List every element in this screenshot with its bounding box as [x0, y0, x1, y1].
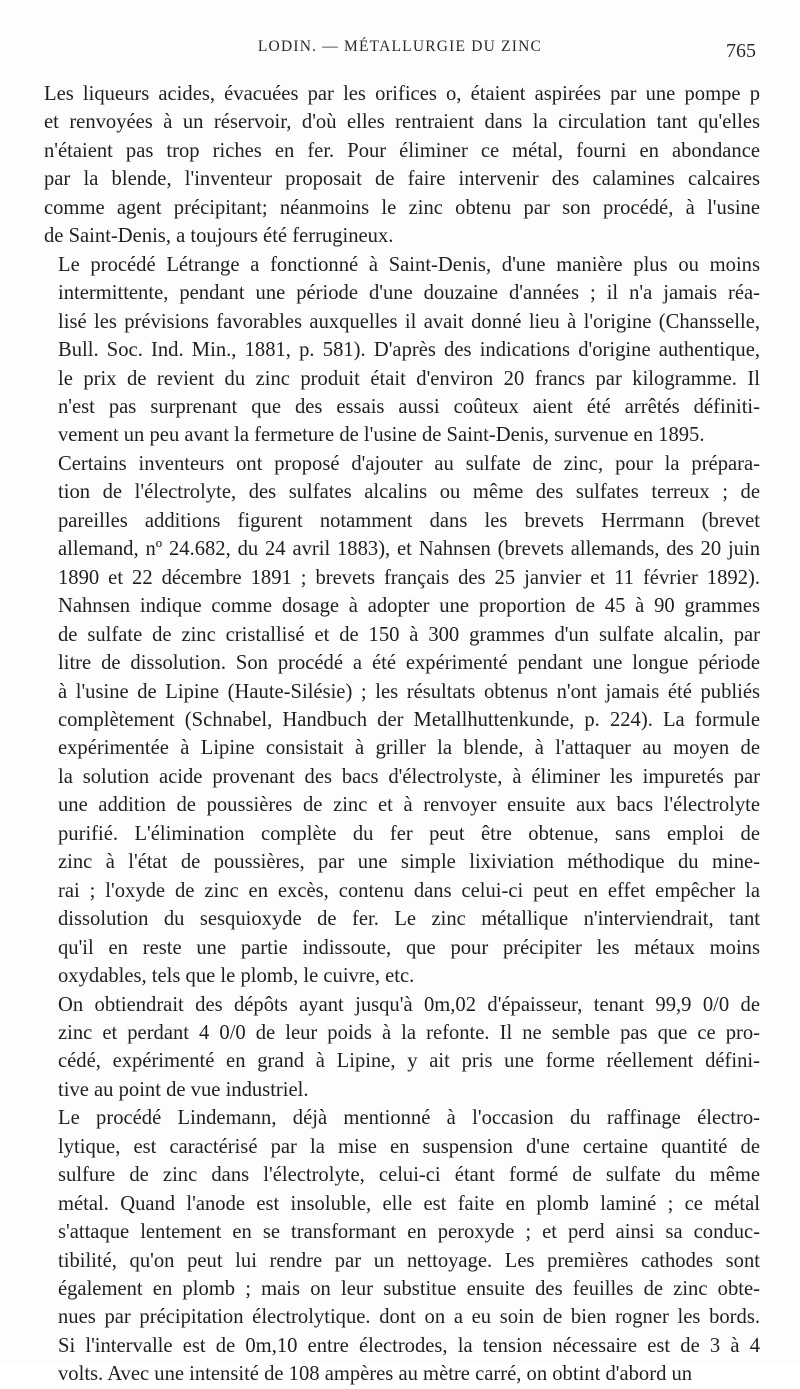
text-line: expérimentée à Lipine consistait à griller la blende, à l'attaquer au moyen de	[58, 737, 760, 760]
text-line: complètement (Schnabel, Handbuch der Metallhuttenkunde, p. 224). La formule	[58, 708, 760, 731]
text-line: pareilles additions figurent notamment dans les brevets Herrmann (brevet	[58, 509, 760, 532]
text-line: qu'il en reste une partie indissoute, que pour précipiter les métaux moins	[58, 936, 760, 959]
text-line: rai ; l'oxyde de zinc en excès, contenu dans celui-ci peut en effet empêcher la	[58, 879, 760, 902]
text-line: dissolution du sesquioxyde de fer. Le zinc métallique n'interviendrait, tant	[58, 908, 760, 931]
text-line: n'étaient pas trop riches en fer. Pour éliminer ce métal, fourni en abondance	[44, 139, 760, 162]
text-line: vement un peu avant la fermeture de l'usine de Saint-Denis, survenue en 1895.	[58, 424, 705, 447]
text-line: s'attaque lentement en se transformant en peroxyde ; et perd ainsi sa conduc-	[58, 1221, 760, 1244]
text-line: lisé les prévisions favorables auxquelles il avait donné lieu à l'origine (Chansselle,	[58, 310, 760, 333]
text-line: zinc et perdant 4 0/0 de leur poids à la refonte. Il ne semble pas que ce pro-	[58, 1021, 760, 1044]
text-line: Le procédé Lindemann, déjà mentionné à l'occasion du raffinage électro-	[58, 1107, 760, 1130]
text-line: de sulfate de zinc cristallisé et de 150 à 300 grammes d'un sulfate alcalin, par	[58, 623, 760, 646]
text-line: Certains inventeurs ont proposé d'ajouter au sulfate de zinc, pour la prépara-	[58, 452, 760, 475]
text-line: purifié. L'élimination complète du fer peut être obtenue, sans emploi de	[58, 822, 760, 845]
text-line: lytique, est caractérisé par la mise en suspension d'une certaine quantité de	[58, 1135, 760, 1158]
text-line: de Saint-Denis, a toujours été ferrugineux.	[44, 225, 394, 248]
text-line: la solution acide provenant des bacs d'électrolyste, à éliminer les impuretés par	[58, 765, 760, 788]
text-line: nues par précipitation électrolytique. dont on a eu soin de bien rogner les bords.	[58, 1306, 760, 1329]
text-line: par la blende, l'inventeur proposait de faire intervenir des calamines calcaires	[44, 168, 760, 191]
text-line: Si l'intervalle est de 0m,10 entre électrodes, la tension nécessaire est de 3 à 4	[58, 1334, 760, 1357]
paragraph	[28, 450, 760, 991]
text-line: On obtiendrait des dépôts ayant jusqu'à 0m,02 d'épaisseur, tenant 99,9 0/0 de	[58, 993, 760, 1016]
text-line: cédé, expérimenté en grand à Lipine, y ait pris une forme réellement défini-	[58, 1050, 760, 1073]
text-line: Les liqueurs acides, évacuées par les orifices o, étaient aspirées par une pompe p	[44, 83, 760, 105]
text-line: tive au point de vue industriel.	[58, 1078, 309, 1101]
text-line: allemand, nº 24.682, du 24 avril 1883), et Nahnsen (brevets allemands, des 20 juin	[58, 538, 760, 561]
text-line: zinc à l'état de poussières, par une simple lixiviation méthodique du mine-	[58, 851, 760, 874]
paragraph	[28, 1104, 760, 1389]
text-line: volts. Avec une intensité de 108 ampères au mètre carré, on obtint d'abord un	[58, 1363, 693, 1386]
paragraph	[28, 251, 760, 450]
text-line: Le procédé Létrange a fonctionné à Saint-Denis, d'une manière plus ou moins	[58, 253, 760, 276]
text-line: tibilité, qu'on peut lui rendre par un nettoyage. Les premières cathodes sont	[58, 1249, 760, 1272]
text-line: métal. Quand l'anode est insoluble, elle est faite en plomb laminé ; ce métal	[58, 1192, 760, 1215]
text-line: également en plomb ; mais on leur substitue ensuite des feuilles de zinc obte-	[58, 1278, 760, 1301]
text-line: une addition de poussières de zinc et à renvoyer ensuite aux bacs l'électrolyte	[58, 794, 760, 817]
text-line: sulfure de zinc dans l'électrolyte, celui-ci étant formé de sulfate du même	[58, 1164, 760, 1187]
text-line: tion de l'électrolyte, des sulfates alcalins ou même des sulfates terreux ; de	[58, 481, 760, 504]
text-line: litre de dissolution. Son procédé a été expérimenté pendant une longue période	[58, 652, 760, 675]
text-line: à l'usine de Lipine (Haute-Silésie) ; les résultats obtenus n'ont jamais été publiés	[58, 680, 760, 703]
body-text	[28, 80, 760, 1389]
page-number: 765	[726, 40, 756, 62]
text-line: n'est pas surprenant que des essais aussi coûteux aient été arrêtés définiti-	[58, 395, 760, 418]
text-line: et renvoyées à un réservoir, d'où elles rentraient dans la circulation tant qu'elles	[44, 111, 760, 134]
text-line: Bull. Soc. Ind. Min., 1881, p. 581). D'après des indications d'origine authentique,	[58, 339, 760, 362]
text-line: comme agent précipitant; néanmoins le zinc obtenu par son procédé, à l'usine	[44, 196, 760, 219]
text-line: le prix de revient du zinc produit était d'environ 20 francs par kilogramme. Il	[58, 367, 760, 390]
paragraph	[28, 991, 760, 1105]
running-head: LODIN. — MÉTALLURGIE DU ZINC	[257, 38, 543, 55]
text-line: oxydables, tels que le plomb, le cuivre, etc.	[58, 965, 415, 988]
text-line: Nahnsen indique comme dosage à adopter une proportion de 45 à 90 grammes	[58, 595, 760, 618]
text-line: 1890 et 22 décembre 1891 ; brevets français des 25 janvier et 11 février 1892).	[58, 566, 760, 589]
text-line: intermittente, pendant une période d'une douzaine d'années ; il n'a jamais réa-	[58, 282, 760, 305]
paragraph	[28, 80, 760, 251]
page-header	[30, 34, 770, 62]
